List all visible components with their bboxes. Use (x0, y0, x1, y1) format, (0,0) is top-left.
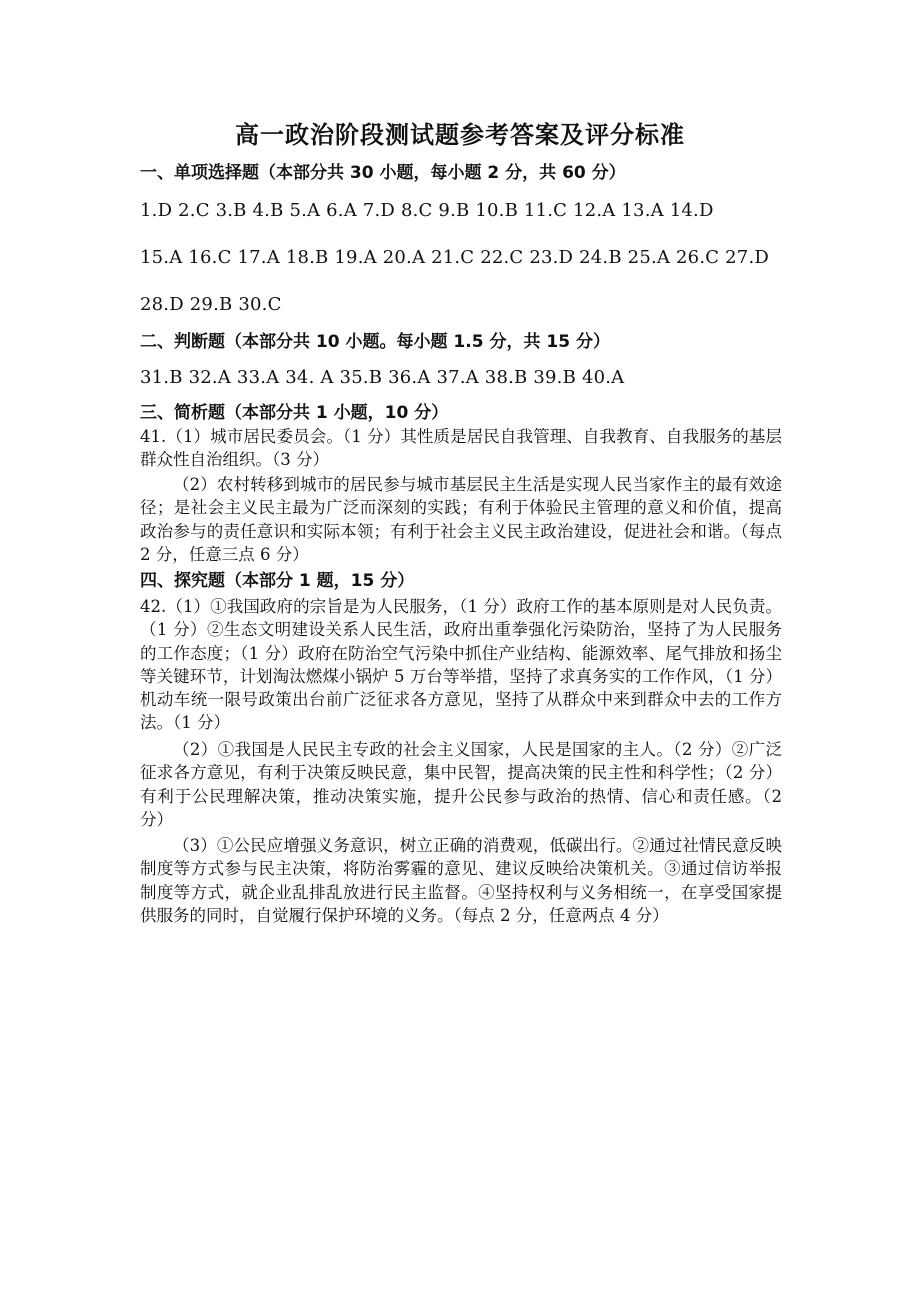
question-41-part-1: 41.（1）城市居民委员会。（1 分）其性质是居民自我管理、自我教育、自我服务的基层群众性自治组织。（3 分） (140, 427, 782, 470)
section-2-answers-row: 31.B 32.A 33.A 34. A 35.B 36.A 37.A 38.B 39.B 40.A (140, 367, 625, 388)
section-2-heading: 二、判断题（本部分共 10 小题。每小题 1.5 分，共 15 分） (140, 332, 610, 352)
section-1-answers-row-3: 28.D 29.B 30.C (140, 294, 282, 315)
question-42-part-1: 42.（1）①我国政府的宗旨是为人民服务，（1 分）政府工作的基本原则是对人民负责。（1 分）②生态文明建设关系人民生活，政府出重拳强化污染防治，坚持了为人民服务的工作态度；（1 分）政府在防治空气污染中抓住产业结构、能源效率、尾气排放和扬尘等关键环节，计划淘汰燃煤小锅炉 5 万台等举措，坚持了求真务实的工作作风，（1 分）机动车统一限号政策出台前广泛征求各方意见，坚持了从群众中来到群众中去的工作方法。（1 分） (140, 597, 782, 733)
section-1-heading: 一、单项选择题（本部分共 30 小题，每小题 2 分，共 60 分） (140, 163, 626, 183)
section-3-heading: 三、简析题（本部分共 1 小题，10 分） (140, 403, 449, 423)
section-1-answers-row-2: 15.A 16.C 17.A 18.B 19.A 20.A 21.C 22.C 23.D 24.B 25.A 26.C 27.D (140, 247, 770, 268)
question-42-part-3: （3）①公民应增强义务意识，树立正确的消费观，低碳出行。②通过社情民意反映制度等方式参与民主决策，将防治雾霾的意见、建议反映给决策机关。③通过信访举报制度等方式，就企业乱排乱放进行民主监督。④坚持权利与义务相统一，在享受国家提供服务的同时，自觉履行保护环境的义务。（每点 2 分，任意两点 4 分） (140, 836, 782, 925)
question-42-part-2: （2）①我国是人民民主专政的社会主义国家，人民是国家的主人。（2 分）②广泛征求各方意见，有利于决策反映民意，集中民智，提高决策的民主性和科学性；（2 分）有利于公民理解决策，推动决策实施，提升公民参与政治的热情、信心和责任感。（2 分） (140, 740, 782, 829)
document-title: 高一政治阶段测试题参考答案及评分标准 (235, 121, 685, 149)
section-4-heading: 四、探究题（本部分 1 题，15 分） (140, 571, 415, 591)
question-41-part-2: （2）农村转移到城市的居民参与城市基层民主生活是实现人民当家作主的最有效途径；是社会主义民主最为广泛而深刻的实践；有利于体验民主管理的意义和价值，提高政治参与的责任意识和实际本领；有利于社会主义民主政治建设，促进社会和谐。（每点 2 分，任意三点 6 分） (140, 475, 782, 564)
section-1-answers-row-1: 1.D 2.C 3.B 4.B 5.A 6.A 7.D 8.C 9.B 10.B 11.C 12.A 13.A 14.D (140, 200, 714, 221)
